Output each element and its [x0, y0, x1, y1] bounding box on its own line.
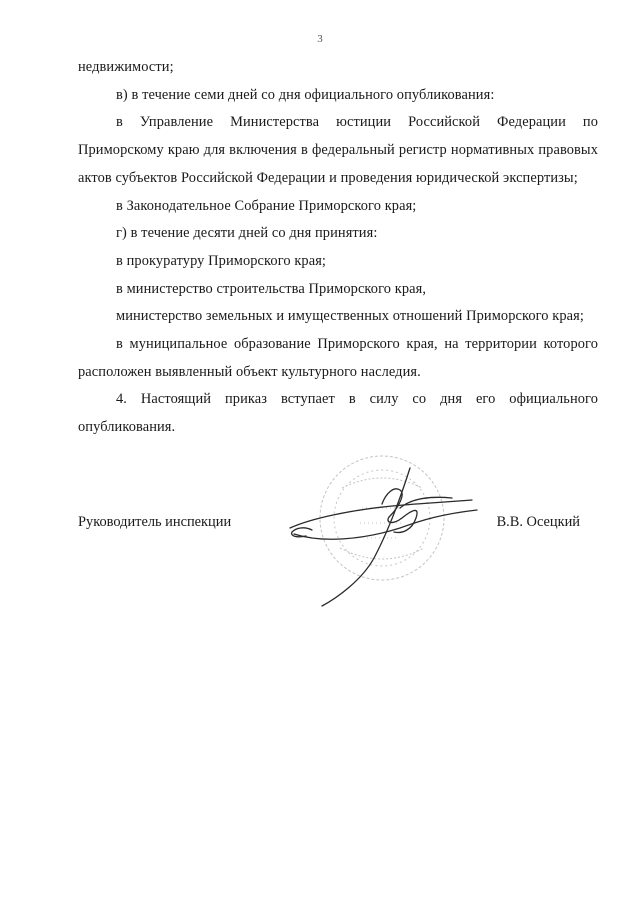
paragraph-prosecutor: в прокуратуру Приморского края; [116, 252, 327, 269]
signatory-name: В.В. Осецкий [496, 514, 580, 530]
document-body [78, 54, 598, 442]
signature-block [78, 514, 598, 544]
paragraph-item-g: г) в течение десяти дней со дня принятия: [116, 225, 378, 242]
paragraph-ministry-justice: в Управление Министерства юстиции Российской Федерации по Приморскому краю для включения в федеральный регистр нормативных правовых актов субъектов Российской Федерации и проведения юридической экспертизы; [78, 114, 598, 186]
paragraph-legislative-assembly: в Законодательное Собрание Приморского края; [116, 197, 417, 214]
page-number: 3 [317, 33, 323, 45]
paragraph-municipality: в муниципальное образование Приморского края, на территории которого расположен выявленный объект культурного наследия. [78, 336, 598, 380]
paragraph-ministry-land: министерство земельных и имущественных отношений Приморского края; [116, 308, 584, 325]
paragraph-ministry-construction: в министерство строительства Приморского края, [116, 280, 427, 297]
paragraph-item-v: в) в течение семи дней со дня официального опубликования: [116, 86, 495, 103]
signatory-position: Руководитель инспекции [78, 514, 232, 530]
paragraph-item-4: 4. Настоящий приказ вступает в силу со дня его официального опубликования. [78, 391, 598, 436]
paragraph-continuation: недвижимости; [78, 59, 174, 75]
